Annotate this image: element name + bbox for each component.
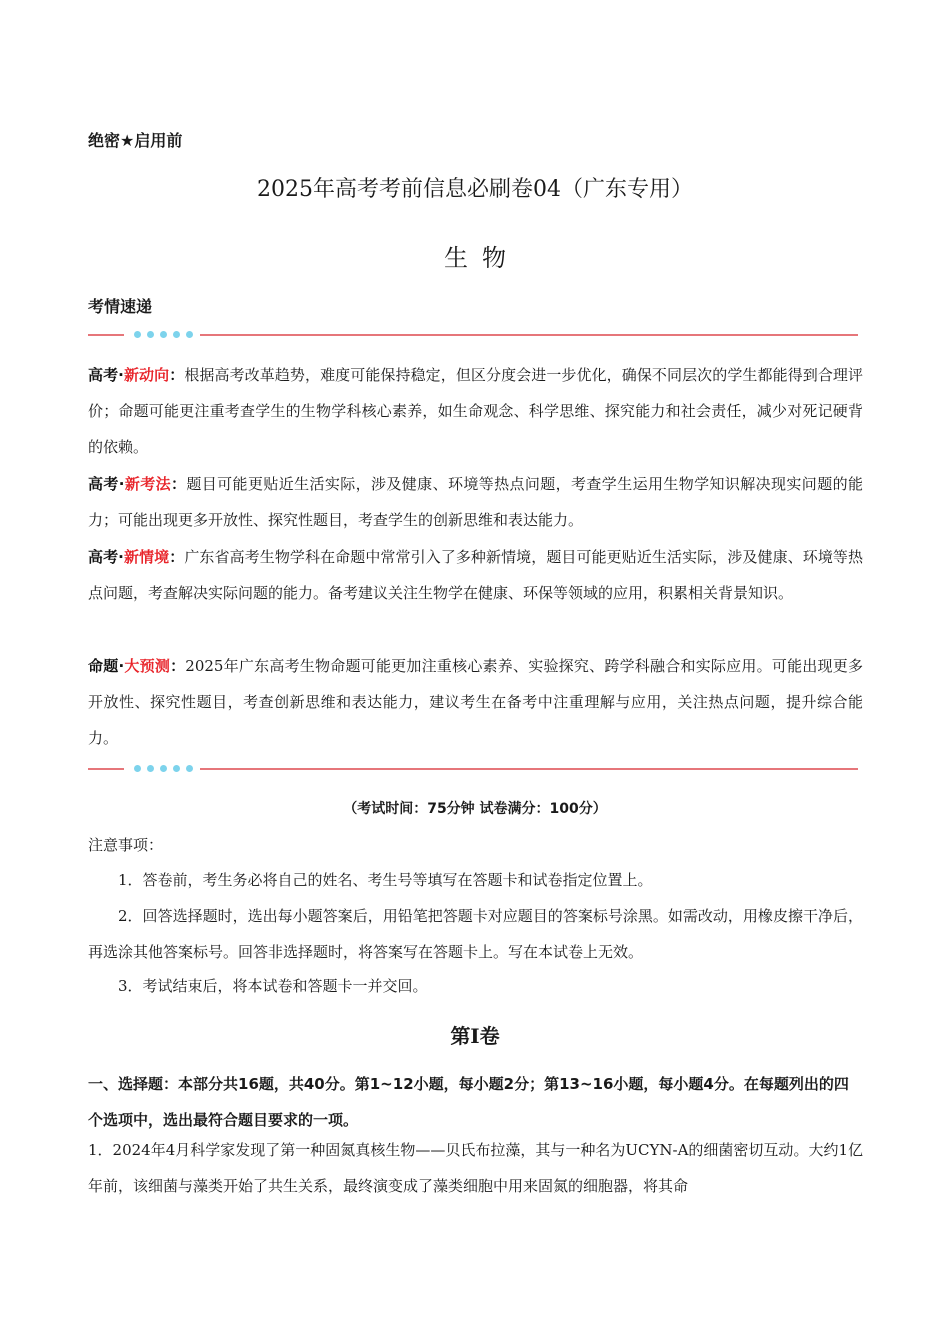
- volume-title: 第Ⅰ卷: [450, 1024, 500, 1048]
- overview-colon: ：: [171, 475, 187, 493]
- notice-title: 注意事项：: [88, 836, 164, 854]
- divider-dots: [134, 331, 194, 339]
- divider-dot: [186, 765, 193, 772]
- exam-info: （考试时间：75分钟 试卷满分：100分）: [343, 801, 607, 817]
- overview-text: 2025年广东高考生物命题可能更加注重核心素养、实验探究、跨学科融合和实际应用。可能出现更多开放性、探究性题目，考查创新思维和表达能力，建议考生在备考中注重理解与应用，关注热点问题，提升综合能力。: [88, 657, 863, 747]
- divider-dots: [134, 765, 194, 773]
- overview-colon: ：: [169, 366, 185, 384]
- overview-colon: ：: [169, 548, 185, 566]
- confidential-mark: 绝密★启用前: [88, 131, 183, 150]
- overview-item-new-context: [88, 539, 863, 611]
- divider-dot: [134, 765, 141, 772]
- section-instructions: 一、选择题：本部分共16题，共40分。第1~12小题，每小题2分；第13~16小题，每小题4分。在每题列出的四个选项中，选出最符合题目要求的一项。: [88, 1075, 849, 1129]
- overview-item-prediction: [88, 648, 863, 756]
- divider-line-right: [200, 768, 858, 770]
- divider-dot: [173, 765, 180, 772]
- overview-item-new-method: [88, 466, 863, 538]
- question-1: 1．2024年4月科学家发现了第一种固氮真核生物——贝氏布拉藻，其与一种名为UCYN-A的细菌密切互动。大约1亿年前，该细菌与藻类开始了共生关系，最终演变成了藻类细胞中用来固氮的细胞器，将其命: [88, 1141, 863, 1195]
- overview-label: 高考·: [88, 548, 124, 566]
- page-title: 2025年高考考前信息必刷卷04（广东专用）: [257, 177, 693, 202]
- overview-highlight: 新动向: [123, 366, 170, 384]
- divider-dot: [147, 765, 154, 772]
- divider-dot: [186, 331, 193, 338]
- divider-dot: [147, 331, 154, 338]
- overview-label: 高考·: [88, 366, 124, 384]
- divider-bottom: [88, 763, 858, 775]
- divider-line-left: [88, 334, 124, 336]
- overview-highlight: 新考法: [124, 475, 172, 493]
- divider-dot: [134, 331, 141, 338]
- overview-highlight: 新情境: [123, 548, 170, 566]
- overview-label: 高考·: [88, 475, 125, 493]
- divider-line-right: [200, 334, 858, 336]
- divider-line-left: [88, 768, 124, 770]
- overview-label: 命题·: [88, 657, 125, 675]
- notice-item: 2．回答选择题时，选出每小题答案后，用铅笔把答题卡对应题目的答案标号涂黑。如需改动，用橡皮擦干净后，再选涂其他答案标号。回答非选择题时，将答案写在答题卡上。写在本试卷上无效。: [88, 907, 863, 961]
- divider-dot: [160, 331, 167, 338]
- divider-dot: [160, 765, 167, 772]
- overview-text: 广东省高考生物学科在命题中常常引入了多种新情境，题目可能更贴近生活实际，涉及健康、环境等热点问题，考查解决实际问题的能力。备考建议关注生物学在健康、环保等领域的应用，积累相关背景知识。: [88, 548, 863, 602]
- overview-colon: ：: [170, 657, 186, 675]
- overview-heading: 考情速递: [88, 297, 153, 316]
- divider-dot: [173, 331, 180, 338]
- overview-text: 题目可能更贴近生活实际，涉及健康、环境等热点问题，考查学生运用生物学知识解决现实问题的能力；可能出现更多开放性、探究性题目，考查学生的创新思维和表达能力。: [88, 475, 863, 529]
- subject-title: 生物: [444, 244, 520, 272]
- notice-item: 3．考试结束后，将本试卷和答题卡一并交回。: [118, 977, 428, 995]
- overview-highlight: 大预测: [124, 657, 171, 675]
- overview-text: 根据高考改革趋势，难度可能保持稳定，但区分度会进一步优化，确保不同层次的学生都能得到合理评价；命题可能更注重考查学生的生物学科核心素养，如生命观念、科学思维、探究能力和社会责任，减少对死记硬背的依赖。: [88, 366, 863, 456]
- overview-item-new-trend: [88, 357, 863, 465]
- divider-top: [88, 329, 858, 341]
- notice-item: 1．答卷前，考生务必将自己的姓名、考生号等填写在答题卡和试卷指定位置上。: [118, 871, 653, 889]
